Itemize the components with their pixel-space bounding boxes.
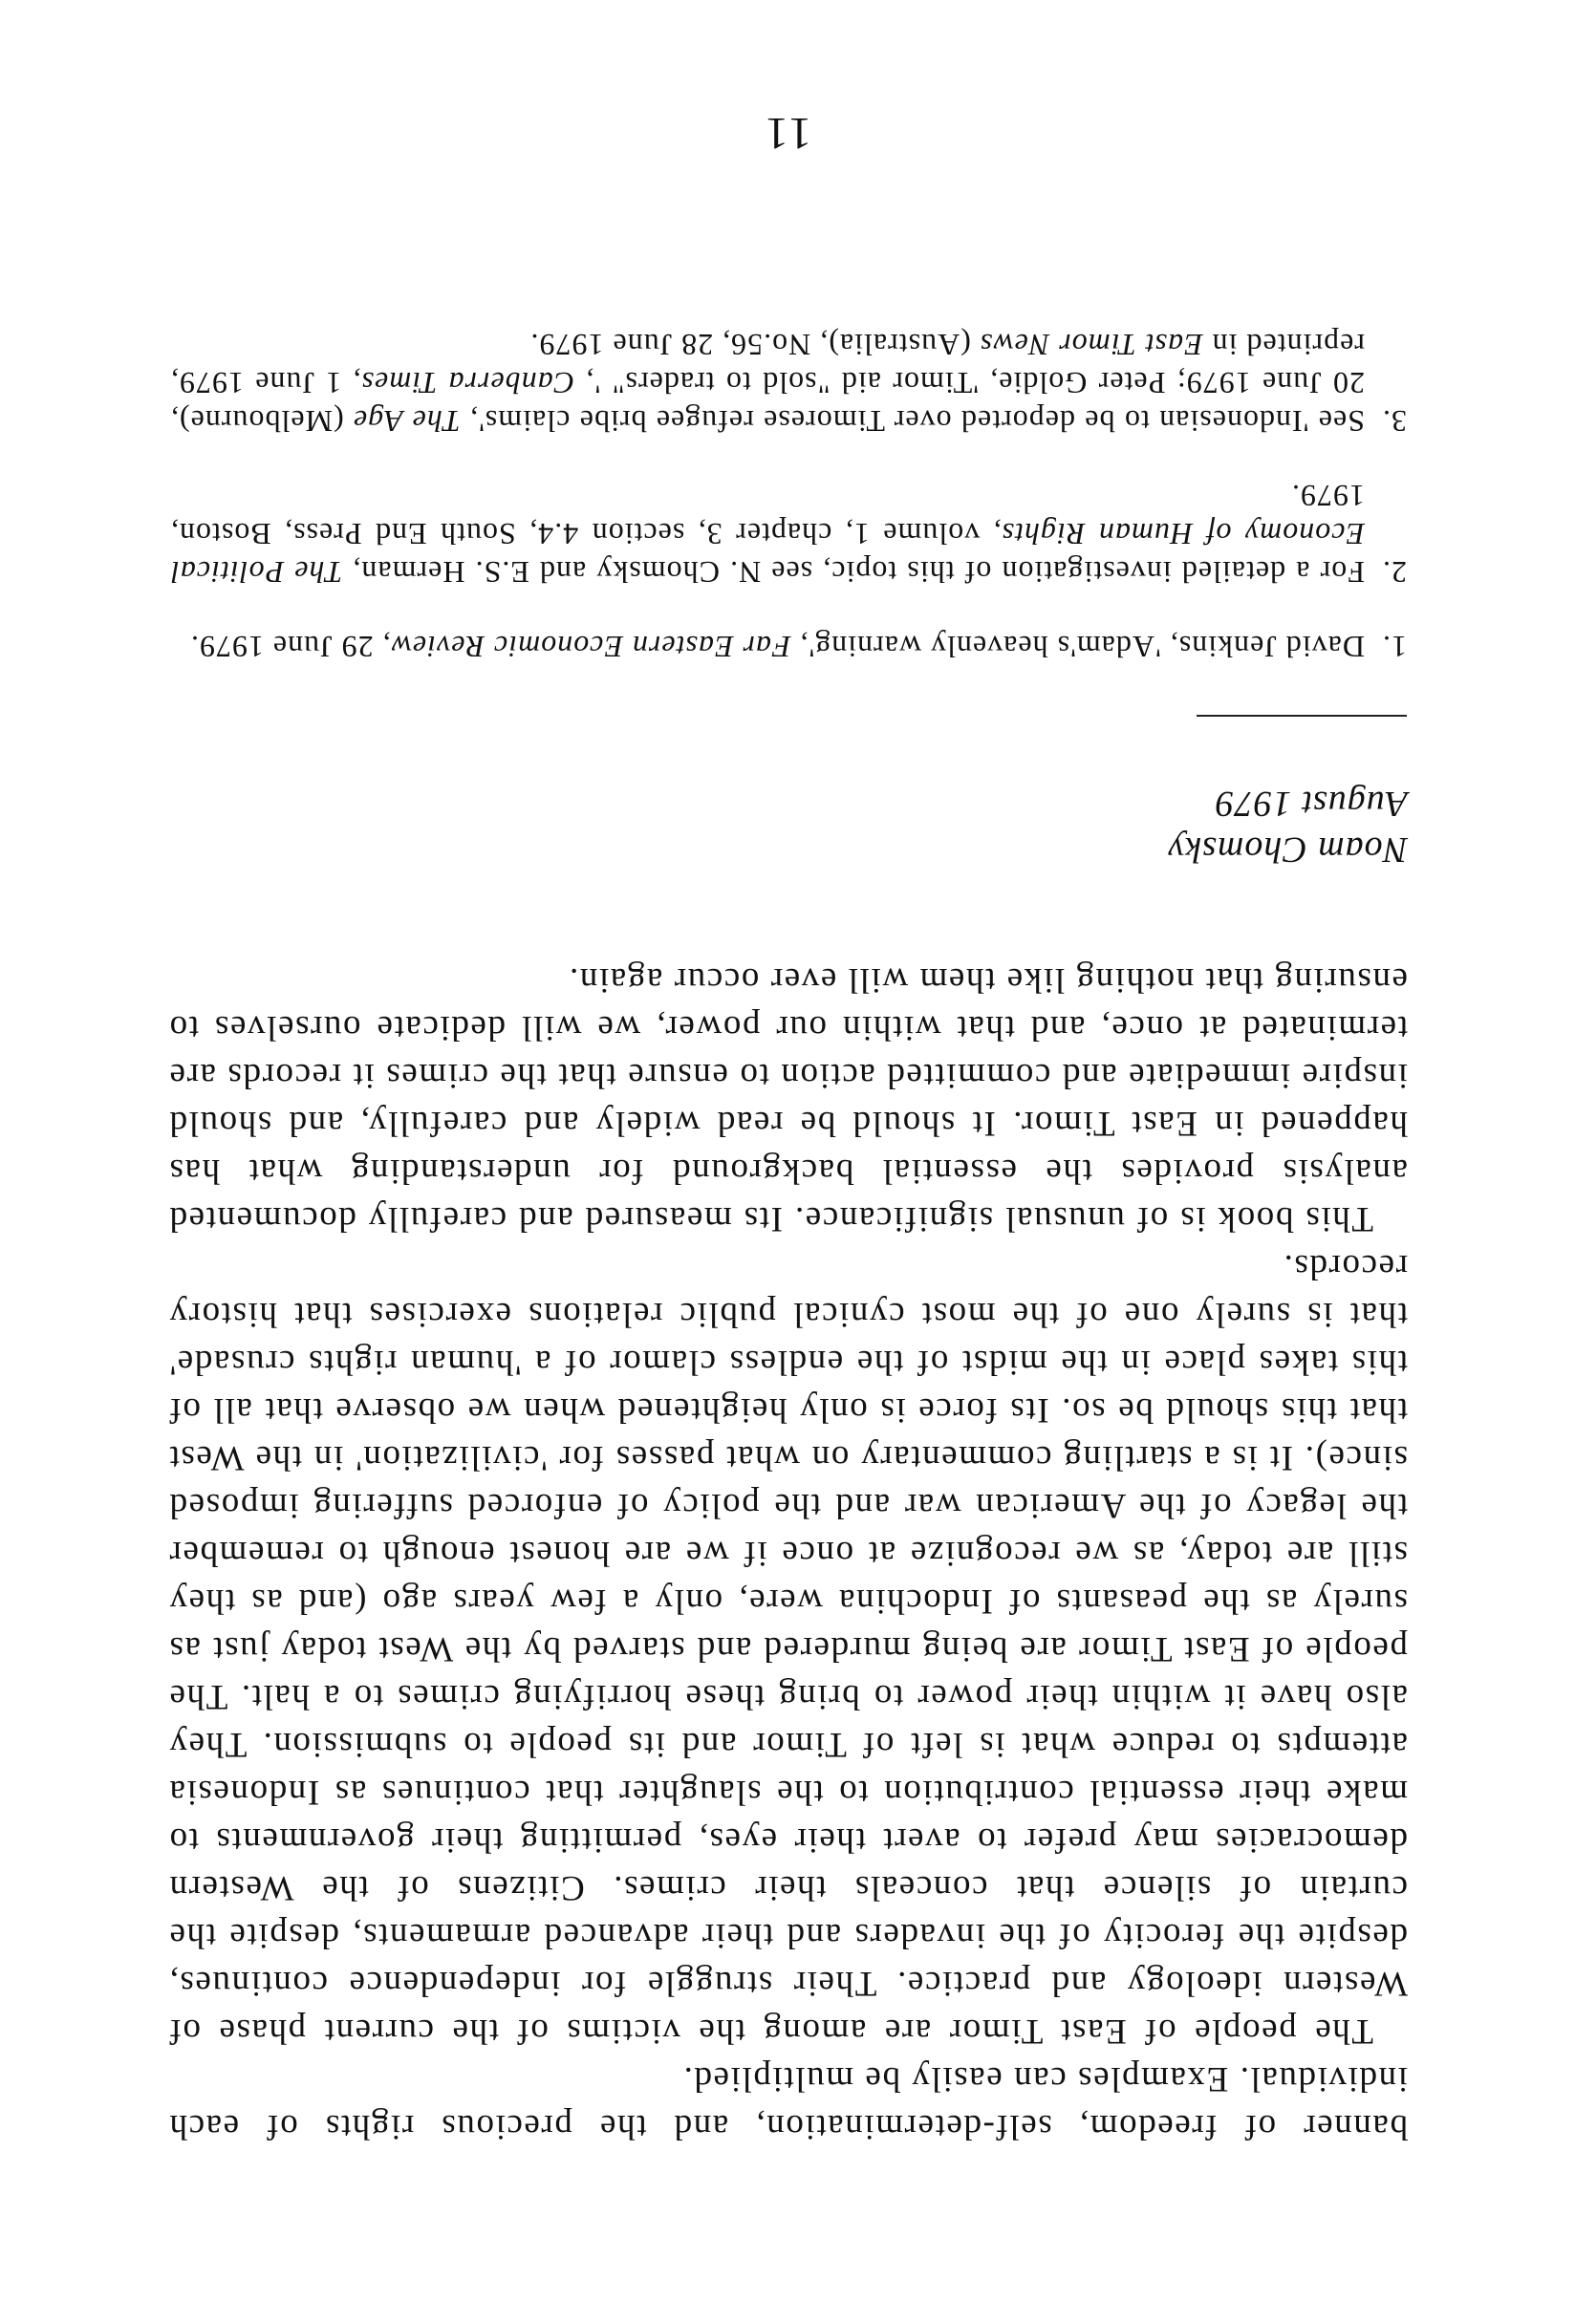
footnote-number: 2.	[1382, 555, 1407, 590]
paragraph: banner of freedom, self-determination, and the precious rights of each individual. Examples can easily be multiplied.	[168, 2059, 1408, 2146]
footnote-citation-title: East Timor News	[979, 328, 1203, 362]
signature-block	[739, 781, 1408, 872]
footnote	[169, 477, 1407, 592]
footnotes	[169, 290, 1407, 666]
footnote-text: (Melbourne), 20 June 1979; Peter Goldie, 'Timor aid "sold to traders" ',	[169, 366, 1365, 439]
footnote-text: , 29 June 1979.	[189, 630, 391, 664]
footnote-number: 3.	[1382, 404, 1407, 439]
signature-date: August 1979	[1214, 784, 1408, 824]
footnote	[169, 326, 1407, 441]
footnote-text: (Australia), No.56, 28 June 1979.	[529, 328, 980, 362]
paragraph: The people of East Timor are among the victims of the current phase of Western ideology and practice. Their struggle for independence continues, despite the ferocity of the invaders and their advanced armaments, despite the curtain of silence that conceals their crimes. Citizens of the Western democracies may prefer to avert their eyes, permitting their governments to make their essential contribution to the slaughter that continues as Indonesia attempts to reduce what is left of Timor and its people to submission. They also have it within their power to bring these horrifying crimes to a halt. The people of East Timor are being murdered and starved by the West today just as surely as the peasants of Indochina were, only a few years ago (and as they still are today, as we recognize at once if we are honest enough to remember the legacy of the American war and the policy of enforced suffering imposed since). It is a startling commentary on what passes for 'civilization' in the West that this should be so. Its force is only heightened when we observe that all of this takes place in the midst of the endless clamor of a 'human rights crusade' that is surely one of the most cynical public relations exercises that history records.	[168, 1247, 1408, 2051]
footnote	[170, 628, 1407, 666]
footnote-text: For a detailed investigation of this topic, see N. Chomsky and E.S. Herman,	[342, 555, 1365, 590]
footnote-citation-title: The Age	[353, 404, 461, 439]
footnote-number: 1.	[1382, 630, 1407, 664]
footnote-citation-title: Far Eastern Economic Review	[390, 630, 791, 664]
footnote-text: See 'Indonesian to be deported over Timorese refugee bribe claims',	[460, 404, 1365, 439]
footnote-text: David Jenkins, 'Adam's heavenly warning',	[790, 630, 1365, 664]
body-text	[168, 956, 1408, 2150]
footnote-divider	[1197, 715, 1407, 717]
author-name: Noam Chomsky	[1167, 829, 1408, 870]
paragraph: This book is of unusual significance. Its measured and carefully documented analysis provides the essential background for understanding what has happened in East Timor. It should be read widely and carefully, and should inspire immediate and committed action to ensure that the crimes it records are terminated at once, and that within our power, we will dedicate ourselves to ensuring that nothing like them will ever occur again.	[168, 960, 1408, 1238]
page-number: 11	[763, 108, 812, 159]
footnote-citation-title: Canberra Times	[360, 366, 575, 400]
footnote-citation-title: The Political Economy of Human Rights	[169, 517, 1365, 590]
footnote-text: , 1 June 1979, reprinted in	[169, 328, 1365, 400]
footnote-text: , volume 1, chapter 3, section 4.4, South End Press, Boston, 1979.	[169, 479, 1365, 551]
